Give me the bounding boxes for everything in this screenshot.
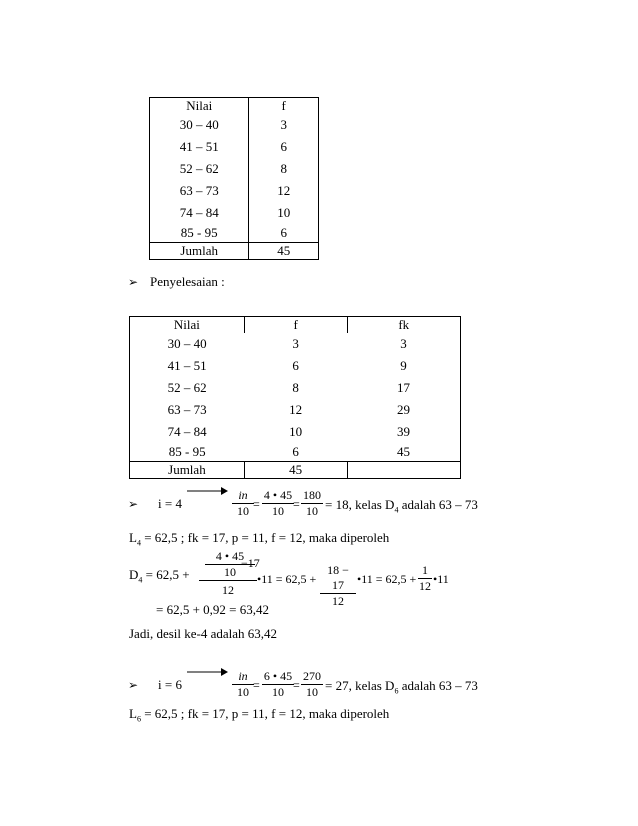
fraction-1-12 — [418, 563, 432, 594]
header-nilai: Nilai — [150, 98, 249, 115]
frequency-table — [149, 97, 319, 260]
fraction-18-17-12 — [320, 563, 356, 609]
cell-nilai: 63 – 73 — [130, 399, 245, 421]
table-row — [130, 333, 461, 355]
outer-fraction-bar — [199, 580, 257, 581]
arrow-right-icon — [187, 667, 229, 677]
outer-denominator: 12 — [222, 583, 234, 597]
term-3: •11 — [433, 572, 449, 586]
fraction-denominator: 10 — [306, 504, 318, 518]
known-values-text: = 62,5 ; fk = 17, p = 11, f = 12, maka diperoleh — [140, 530, 390, 545]
result-text — [325, 497, 478, 515]
fraction-180-10 — [301, 488, 323, 519]
bullet-arrow-icon: ➢ — [128, 497, 139, 511]
table-header-row — [130, 317, 461, 334]
fraction-numerator: in — [232, 488, 254, 504]
table-row — [130, 377, 461, 399]
arrow-right-icon — [187, 486, 229, 496]
cell-f: 3 — [249, 114, 319, 136]
table-row — [150, 202, 319, 224]
table-total-row — [130, 462, 461, 479]
cell-total-label: Jumlah — [130, 462, 245, 479]
fraction-denominator: 12 — [419, 579, 431, 593]
D-symbol: D — [129, 567, 139, 582]
i-value-label: i = 6 — [158, 677, 182, 692]
table-row — [130, 421, 461, 443]
cell-nilai: 30 – 40 — [130, 333, 245, 355]
cell-nilai: 63 – 73 — [150, 180, 249, 202]
equals-sign: = — [293, 678, 300, 692]
table-row — [150, 224, 319, 243]
fraction-denominator: 10 — [306, 685, 318, 699]
fraction-in-10 — [232, 669, 254, 700]
cell-fk: 29 — [347, 399, 461, 421]
cell-f: 3 — [292, 336, 299, 351]
fraction-270-10 — [301, 669, 323, 700]
fraction-in-10 — [232, 488, 254, 519]
term-1: •11 = 62,5 + — [257, 572, 317, 586]
fraction-numerator: 270 — [303, 669, 321, 683]
fraction-numerator: 18 − 17 — [320, 563, 356, 594]
table-row — [130, 399, 461, 421]
cell-nilai: 85 - 95 — [150, 224, 249, 243]
cell-total-value: 45 — [249, 243, 319, 260]
cell-f: 6 — [292, 358, 299, 373]
fraction-denominator: 12 — [332, 594, 344, 608]
kelas-subscript: 6 — [394, 686, 399, 696]
cell-f: 12 — [249, 180, 319, 202]
cumulative-frequency-table — [129, 316, 461, 479]
cell-f: 6 — [249, 224, 319, 243]
fraction-numerator: 4 • 45 — [263, 488, 293, 502]
cell-nilai: 52 – 62 — [130, 377, 245, 399]
result-value: = 18 — [325, 497, 349, 512]
kelas-text: , kelas D — [348, 497, 395, 512]
cell-fk: 9 — [347, 355, 461, 377]
fraction-numerator: 1 — [418, 563, 432, 579]
cell-nilai: 52 – 62 — [150, 158, 249, 180]
fraction-denominator: 10 — [272, 685, 284, 699]
cell-nilai: 85 - 95 — [130, 443, 245, 462]
cell-nilai: 30 – 40 — [150, 114, 249, 136]
fraction-denominator: 10 — [272, 504, 284, 518]
cell-nilai: 41 – 51 — [130, 355, 245, 377]
table-row — [150, 158, 319, 180]
kelas-text: , kelas D — [348, 678, 395, 693]
table-row — [130, 443, 461, 462]
fraction-denominator: 10 — [237, 685, 249, 699]
cell-nilai: 74 – 84 — [130, 421, 245, 443]
fraction-6x45-10 — [262, 669, 294, 700]
fraction-numerator: in — [232, 669, 254, 685]
bullet-arrow-icon: ➢ — [128, 678, 139, 692]
table-row — [150, 136, 319, 158]
table-header-row — [150, 98, 319, 115]
cell-fk: 45 — [347, 443, 461, 462]
cell-total-label: Jumlah — [150, 243, 249, 260]
cell-fk: 39 — [347, 421, 461, 443]
kelas-tail: adalah 63 – 73 — [398, 678, 478, 693]
cell-total-fk — [347, 462, 461, 479]
D-subscript: 4 — [138, 575, 143, 585]
result-value: = 27 — [325, 678, 349, 693]
table-total-row — [150, 243, 319, 260]
fraction-denominator: 10 — [237, 504, 249, 518]
term-2: •11 = 62,5 + — [357, 572, 417, 586]
cell-f: 10 — [249, 202, 319, 224]
D-formula-start — [129, 567, 190, 585]
header-nilai: Nilai — [130, 317, 245, 334]
cell-fk: 17 — [347, 377, 461, 399]
cell-f: 8 — [292, 380, 299, 395]
header-f: f — [244, 317, 347, 334]
cell-nilai: 74 – 84 — [150, 202, 249, 224]
equals-sign: = — [253, 678, 260, 692]
inner-numerator: 4 • 45 — [205, 549, 255, 565]
header-f: f — [249, 98, 319, 115]
known-values-line — [129, 706, 389, 724]
table-row — [150, 114, 319, 136]
result-text — [325, 678, 478, 696]
cell-nilai: 41 – 51 — [150, 136, 249, 158]
inner-minus-term: −17 — [241, 556, 260, 570]
known-values-line — [129, 530, 389, 548]
fraction-4x45-10 — [262, 488, 294, 519]
L-symbol: L — [129, 530, 137, 545]
i-value-label: i = 4 — [158, 496, 182, 511]
fraction-numerator: 6 • 45 — [263, 669, 293, 683]
cell-f: 12 — [289, 402, 303, 417]
L-subscript: 6 — [136, 714, 141, 724]
cell-total-value: 45 — [244, 462, 347, 479]
L-symbol: L — [129, 706, 137, 721]
cell-f: 6 — [292, 444, 299, 459]
known-values-text: = 62,5 ; fk = 17, p = 11, f = 12, maka diperoleh — [140, 706, 390, 721]
table-row — [130, 355, 461, 377]
cell-f: 10 — [289, 424, 303, 439]
cell-f: 8 — [249, 158, 319, 180]
bullet-arrow-icon: ➢ — [128, 275, 139, 289]
kelas-tail: adalah 63 – 73 — [398, 497, 478, 512]
D-equals: = 62,5 + — [142, 567, 190, 582]
fraction-numerator: 180 — [303, 488, 321, 502]
cell-fk: 3 — [347, 333, 461, 355]
section-label: Penyelesaian : — [150, 274, 225, 289]
conclusion-text: Jadi, desil ke-4 adalah 63,42 — [129, 626, 278, 641]
cell-f: 6 — [249, 136, 319, 158]
table-row — [150, 180, 319, 202]
header-fk: fk — [347, 317, 461, 334]
equals-sign: = — [253, 497, 260, 511]
inner-denominator: 10 — [224, 565, 236, 579]
kelas-subscript: 4 — [394, 505, 399, 515]
equals-sign: = — [293, 497, 300, 511]
result-line: = 62,5 + 0,92 = 63,42 — [156, 602, 269, 617]
L-subscript: 4 — [136, 538, 141, 548]
